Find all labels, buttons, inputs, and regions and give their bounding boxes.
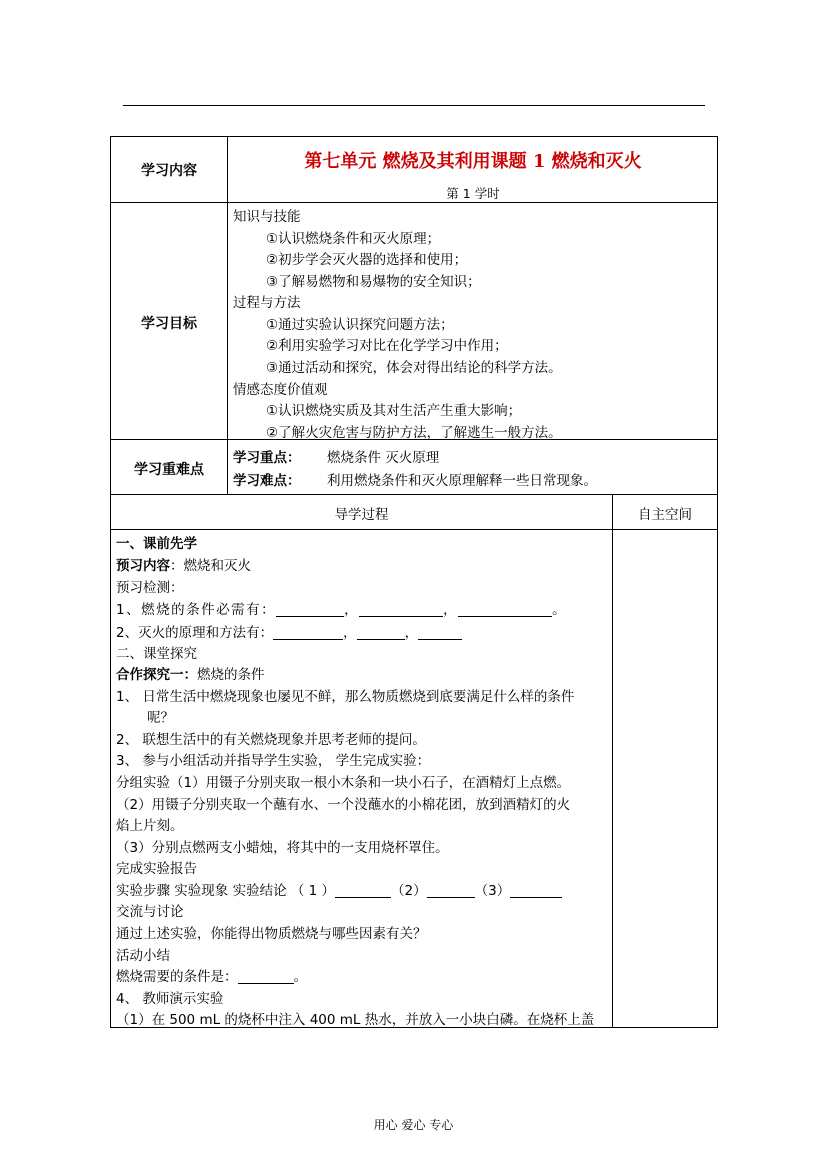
body-line: 4、 教师演示实验	[116, 991, 224, 1007]
page-title: 第七单元 燃烧及其利用课题 1 燃烧和灭火	[304, 151, 642, 172]
objective-line: ①认识燃烧条件和灭火原理；	[266, 231, 441, 247]
objective-line: ②利用实验学习对比在化学学习中作用；	[266, 338, 508, 354]
objectives-label: 学习目标	[141, 316, 197, 332]
objective-line: 情感态度价值观	[233, 382, 328, 398]
body-line: 通过上述实验，你能得出物质燃烧与哪些因素有关？	[116, 926, 427, 942]
body-line: 1、 日常生活中燃烧现象也屡见不鲜，那么物质燃烧到底要满足什么样的条件	[116, 689, 575, 705]
conditions-text: 燃烧需要的条件是：	[116, 969, 238, 985]
separator: 。	[552, 602, 568, 618]
objective-line: ①通过实验认识探究问题方法；	[266, 317, 454, 333]
objective-line: ②了解火灾危害与防护方法，了解逃生一般方法。	[266, 425, 562, 441]
body-line: 分组实验（1）用镊子分别夹取一根小木条和一块小石子，在酒精灯上点燃。	[116, 775, 571, 791]
report-line	[116, 879, 562, 899]
difficulty-label: 学习难点：	[233, 473, 301, 489]
body-line: 呢？	[147, 710, 174, 726]
separator: ，	[344, 602, 360, 618]
learning-content-label: 学习内容	[141, 163, 197, 179]
space-body-cell	[612, 529, 718, 1028]
body-line: 活动小结	[116, 948, 170, 964]
keypoints-label: 学习重难点	[134, 462, 204, 478]
question-2-text: 2、灭火的原理和方法有：	[116, 625, 274, 641]
focus-text: 燃烧条件 灭火原理	[327, 450, 440, 466]
report-text: （3）	[474, 883, 511, 899]
body-line: 完成实验报告	[116, 861, 197, 877]
blank-field[interactable]	[273, 625, 343, 640]
question-2	[116, 621, 462, 641]
difficulty-text: 利用燃烧条件和灭火原理解释一些日常现象。	[327, 473, 597, 489]
page-footer: 用心 爱心 专心	[373, 1118, 454, 1132]
preview-text: ：燃烧和灭火	[170, 558, 251, 574]
coop-label: 合作探究一：	[116, 667, 197, 683]
preview-check: 预习检测：	[116, 580, 184, 596]
objective-line: 知识与技能	[233, 209, 301, 225]
body-line: （1）在 500 mL 的烧杯中注入 400 mL 热水，并放入一小块白磷。在烧杯上盖	[116, 1012, 595, 1028]
body-line: 焰上片刻。	[116, 818, 184, 834]
preview-content	[116, 554, 251, 574]
question-1	[116, 598, 567, 618]
blank-field[interactable]	[238, 969, 294, 984]
blank-field[interactable]	[427, 883, 475, 898]
space-header: 自主空间	[638, 507, 692, 523]
body-line: 交流与讨论	[116, 904, 184, 920]
body-line: （3）分别点燃两支小蜡烛，将其中的一支用烧杯罩住。	[116, 840, 449, 856]
separator: ，	[404, 625, 419, 641]
body-line: （2）用镊子分别夹取一个蘸有水、一个没蘸水的小棉花团，放到酒精灯的火	[116, 797, 571, 813]
header-rule	[123, 105, 705, 106]
separator: ，	[443, 602, 459, 618]
conditions-line	[116, 965, 307, 985]
conditions-end: 。	[293, 969, 307, 985]
question-1-text: 1、燃烧的条件必需有：	[116, 602, 277, 618]
blank-field[interactable]	[357, 625, 405, 640]
section-pre-study: 一、课前先学	[116, 536, 197, 552]
body-line: 2、 联想生活中的有关燃烧现象并思考老师的提问。	[116, 732, 426, 748]
blank-field[interactable]	[335, 883, 391, 898]
section-class-inquiry: 二、课堂探究	[116, 646, 197, 662]
focus-label: 学习重点：	[233, 450, 301, 466]
separator: ，	[343, 625, 357, 641]
blank-field[interactable]	[359, 602, 443, 617]
coop-text: 燃烧的条件	[197, 667, 265, 683]
process-header: 导学过程	[334, 507, 389, 523]
blank-field[interactable]	[418, 625, 462, 640]
objective-line: 过程与方法	[233, 295, 301, 311]
period-label: 第 1 学时	[446, 186, 500, 201]
report-text: （2）	[391, 883, 427, 899]
report-text: 实验步骤 实验现象 实验结论 （ 1 ）	[116, 883, 336, 899]
blank-field[interactable]	[276, 602, 344, 617]
objective-line: ③了解易燃物和易爆物的安全知识；	[266, 274, 481, 290]
objective-line: ②初步学会灭火器的选择和使用；	[266, 252, 468, 268]
blank-field[interactable]	[458, 602, 552, 617]
blank-field[interactable]	[510, 883, 562, 898]
body-line: 3、 参与小组活动并指导学生实验， 学生完成实验：	[116, 753, 431, 769]
coop-inquiry	[116, 663, 265, 683]
objective-line: ①认识燃烧实质及其对生活产生重大影响；	[266, 403, 522, 419]
objective-line: ③通过活动和探究，体会对得出结论的科学方法。	[266, 360, 562, 376]
preview-label: 预习内容	[116, 558, 170, 574]
